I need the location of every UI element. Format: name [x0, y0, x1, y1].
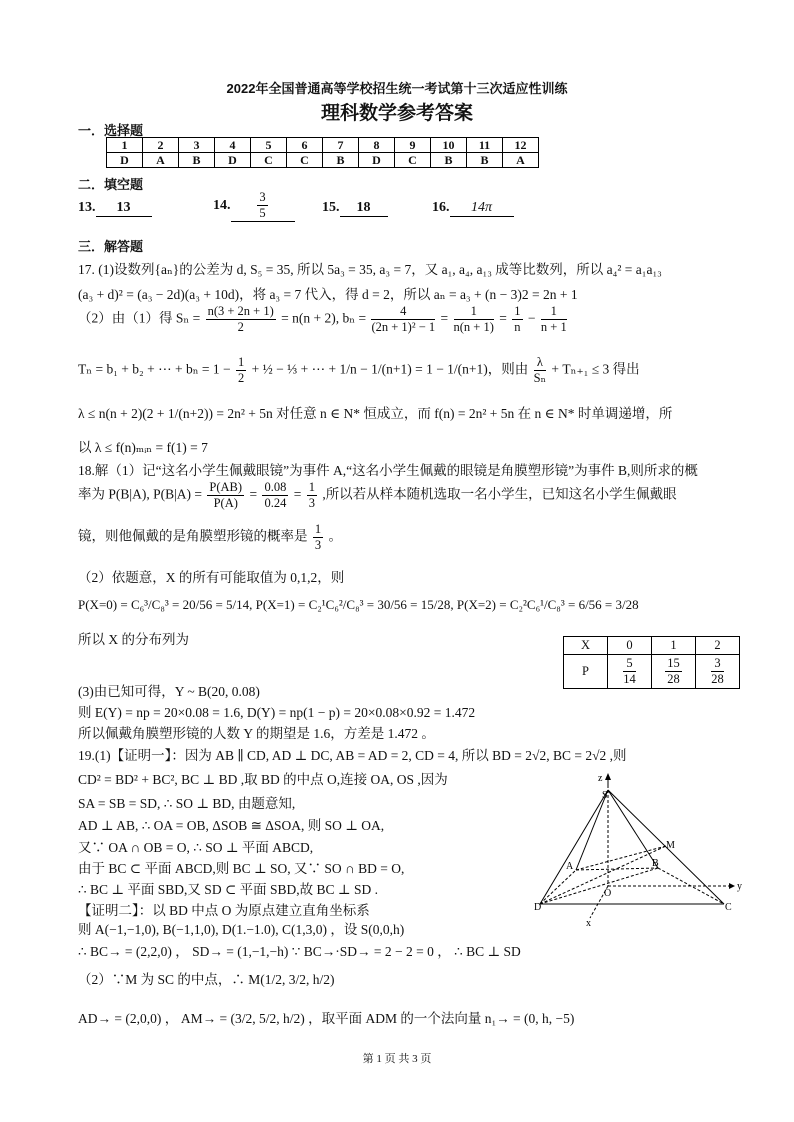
p18-line4: （2）依题意，X 的所有可能取值为 0,1,2，则: [78, 570, 345, 585]
frac: [454, 304, 494, 335]
p17-line6: 以 λ ≤ f(n)ₘᵢₙ = f(1) = 7: [78, 440, 208, 455]
frac: [534, 355, 546, 386]
answer-cell: C: [251, 153, 287, 168]
minus: −: [527, 310, 536, 326]
fill-15-answer: 18: [340, 200, 388, 217]
dist-x-2: 2: [696, 637, 740, 655]
question-number: 12: [503, 138, 539, 153]
fill-13-answer: 13: [96, 200, 152, 217]
frac-num: 1: [238, 355, 245, 369]
pyramid-figure: [534, 770, 754, 930]
fill-14-den: 5: [259, 206, 266, 220]
frac-num: 0.08: [264, 480, 287, 494]
answer-cell: A: [503, 153, 539, 168]
edge-ab: [576, 868, 658, 870]
question-number: 5: [251, 138, 287, 153]
question-number: 11: [467, 138, 503, 153]
p17-line3: [78, 304, 718, 335]
frac-den: 2: [238, 371, 245, 385]
frac-num: 4: [371, 304, 435, 320]
question-number: 7: [323, 138, 359, 153]
p18-line3-text: 镜，则他佩戴的是角膜塑形镜的概率是: [78, 528, 308, 544]
question-number: 6: [287, 138, 323, 153]
choice-answer-table: [106, 137, 539, 168]
p19-line7: ∴ BC ⊥ 平面 SBD,又 SD ⊂ 平面 SBD,故 BC ⊥ SD .: [78, 882, 378, 897]
p17-line2: (a₃ + d)² = (a₃ − 2d)(a₃ + 10d)，将 a₃ = 7 代入，得 d = 2，所以 aₙ = a₃ + (n − 3)2 = 2n + 1: [78, 287, 578, 302]
frac-den: n + 1: [540, 320, 567, 334]
p19-line12: AD→ = (2,0,0) ， AM→ = (3/2, 5/2, h/2) ，取平面 ADM 的一个法向量 n₁→ = (0, h, −5): [78, 1011, 575, 1026]
label-x: x: [586, 918, 591, 929]
frac-den: 0.24: [264, 496, 287, 510]
frac-num: 1: [454, 304, 494, 320]
question-number: 8: [359, 138, 395, 153]
eq: =: [440, 310, 449, 326]
frac-den: 3: [308, 496, 315, 510]
p17-line4-post: + Tₙ₊₁ ≤ 3 得出: [551, 361, 640, 377]
label-s: S: [602, 790, 608, 801]
p18-line2-post: ,所以若从样本随机选取一名小学生，已知这名小学生佩戴眼: [322, 486, 677, 502]
frac: [207, 480, 244, 511]
frac: [206, 304, 276, 335]
frac-den: 3: [314, 538, 322, 552]
p19-line8: 【证明二】：以 BD 中点 O 为原点建立直角坐标系: [78, 903, 370, 918]
fill-14-num: 3: [259, 190, 266, 204]
frac-num: 1: [541, 304, 567, 320]
frac: [307, 480, 317, 511]
answer-title: 理科数学参考答案: [320, 103, 473, 124]
label-y: y: [737, 881, 742, 892]
frac: [541, 304, 567, 335]
answer-cell: B: [431, 153, 467, 168]
fill-16-answer: 14π: [450, 200, 514, 217]
frac-num: 1: [514, 304, 521, 318]
label-o: O: [604, 888, 612, 899]
dist-x-0: 0: [608, 637, 652, 655]
frac: [512, 304, 522, 335]
label-d: D: [534, 902, 542, 913]
p18-line3-post: 。: [328, 528, 342, 544]
label-a: A: [566, 861, 574, 872]
p18-line2-text: 率为 P(B|A), P(B|A) =: [78, 486, 203, 502]
p18-line6: 所以 X 的分布列为: [78, 632, 189, 647]
fill-14-answer: [231, 190, 295, 222]
label-m: M: [666, 840, 675, 851]
frac-den: 2: [237, 320, 244, 334]
p19-line10: ∴ BC→ = (2,2,0) ， SD→ = (1,−1,−h) ∵ BC→·SD→ = 2 − 2 = 0 ， ∴ BC ⊥ SD: [78, 944, 521, 959]
p17-line4-text: Tₙ = b₁ + b₂ + ⋯ + bₙ = 1 −: [78, 361, 231, 377]
p19-line1: 19.(1)【证明一】：因为 AB ∥ CD, AD ⊥ DC, AB = AD = 2, CD = 4, 所以 BD = 2√2, BC = 2√2 ,则: [78, 748, 627, 763]
answer-cell: D: [107, 153, 143, 168]
fill-16-label: 16.: [432, 200, 450, 215]
answer-cell: B: [179, 153, 215, 168]
frac-num: 15: [667, 656, 680, 670]
p17-line4-mid: + ½ − ⅓ + ⋯ + 1/n − 1/(n+1) = 1 − 1/(n+1)，则由: [251, 361, 529, 377]
frac-num: P(AB): [209, 480, 243, 494]
p19-line9: 则 A(−1,−1,0), B(−1,1,0), D(1.−1.0), C(1,3,0) ，设 S(0,0,h): [78, 922, 405, 937]
answer-row: [107, 153, 539, 168]
answer-cell: A: [143, 153, 179, 168]
frac-num: 1: [308, 480, 315, 494]
answer-cell: B: [323, 153, 359, 168]
frac-num: n(3 + 2n + 1): [207, 304, 274, 318]
edge-sa: [576, 790, 608, 870]
question-number: 9: [395, 138, 431, 153]
p18-line7: (3)由已知可得，Y ~ B(20, 0.08): [78, 684, 260, 699]
question-number: 4: [215, 138, 251, 153]
fill-13-label: 13.: [78, 200, 96, 215]
p18-line5: P(X=0) = C₆³/C₈³ = 20/56 = 5/14, P(X=1) = C₂¹C₆²/C₈³ = 30/56 = 15/28, P(X=2) = C₂²C₆¹/C₈³ = 6/56 = 3/28: [78, 597, 639, 612]
fill-14: [213, 190, 295, 222]
answer-cell: D: [359, 153, 395, 168]
label-b: B: [652, 858, 659, 869]
p19-line3: SA = SB = SD, ∴ SO ⊥ BD, 由题意知,: [78, 796, 296, 811]
question-number: 10: [431, 138, 467, 153]
frac-num: 1: [314, 522, 322, 536]
exam-title: 2022年全国普通高等学校招生统一考试第十三次适应性训练: [226, 81, 568, 96]
edge-sb: [608, 790, 658, 868]
p18-line3: [78, 522, 718, 553]
p17-line5: λ ≤ n(n + 2)(2 + 1/(n+2)) = 2n² + 5n 对任意 n ∈ N* 恒成立，而 f(n) = 2n² + 5n 在 n ∈ N* 时单调递增，所: [78, 406, 673, 421]
p17-line4: [78, 355, 718, 386]
fill-16: [432, 200, 514, 217]
fill-15: [322, 200, 388, 217]
question-number: 2: [143, 138, 179, 153]
section-choice-heading: 一．选择题: [78, 123, 144, 138]
dist-x-1: 1: [652, 637, 696, 655]
question-number-row: [107, 138, 539, 153]
edge-da: [540, 870, 576, 904]
eq: =: [499, 310, 507, 326]
p19-line2: CD² = BD² + BC², BC ⊥ BD ,取 BD 的中点 O,连接 OA, OS ,因为: [78, 772, 448, 787]
frac-den: 14: [623, 672, 636, 686]
fill-15-label: 15.: [322, 200, 340, 215]
y-arrow-icon: [729, 883, 735, 889]
p18-line1: 18.解（1）记“这名小学生佩戴眼镜”为事件 A,“这名小学生佩戴的眼镜是角膜塑形镜”为事件 B,则所求的概: [78, 463, 698, 478]
label-c: C: [725, 902, 732, 913]
edge-sd: [540, 790, 608, 904]
p19-line6: 由于 BC ⊂ 平面 ABCD,则 BC ⊥ SO, 又∵ SO ∩ BD = O,: [78, 861, 405, 876]
answer-cell: B: [467, 153, 503, 168]
question-number: 3: [179, 138, 215, 153]
label-z: z: [598, 773, 603, 784]
frac-den: n(n + 1): [453, 320, 494, 334]
frac: [313, 522, 323, 553]
section-solve-heading: 三．解答题: [78, 239, 144, 254]
p18-line8: 则 E(Y) = np = 20×0.08 = 1.6, D(Y) = np(1 − p) = 20×0.08×0.92 = 1.472: [78, 705, 476, 720]
frac-num: 5: [623, 656, 636, 672]
frac-den: 28: [711, 672, 724, 686]
answer-cell: D: [215, 153, 251, 168]
answer-cell: C: [287, 153, 323, 168]
p19-line5: 又∵ OA ∩ OB = O, ∴ SO ⊥ 平面 ABCD,: [78, 840, 314, 855]
dist-x-label: X: [564, 637, 608, 655]
frac: [371, 304, 435, 335]
dist-x-row: [564, 637, 740, 655]
page-footer: 第 1 页 共 3 页: [362, 1053, 432, 1065]
p18-line9: 所以佩戴角膜塑形镜的人数 Y 的期望是 1.6，方差是 1.472 。: [78, 726, 435, 741]
frac-num: λ: [534, 355, 546, 371]
frac: [262, 480, 288, 511]
frac-den: P(A): [213, 496, 238, 510]
eq: =: [249, 486, 258, 502]
p19-line11: （2）∵M 为 SC 的中点，∴ M(1/2, 3/2, h/2): [78, 972, 335, 987]
frac-den: n: [514, 320, 521, 334]
frac-den: (2n + 1)² − 1: [371, 320, 436, 334]
p17-line3-text: （2）由（1）得 Sₙ =: [78, 310, 201, 326]
z-arrow-icon: [605, 773, 611, 780]
frac-den: Sₙ: [533, 371, 547, 385]
frac-den: 28: [667, 672, 680, 686]
fill-14-label: 14.: [213, 198, 231, 213]
fill-13: [78, 200, 152, 217]
frac-num: 3: [711, 656, 724, 672]
p19-line4: AD ⊥ AB, ∴ OA = OB, ΔSOB ≅ ΔSOA, 则 SO ⊥ OA,: [78, 818, 385, 833]
answer-cell: C: [395, 153, 431, 168]
p17-line1: 17. (1)设数列{aₙ}的公差为 d, S₅ = 35, 所以 5a₃ = 35, a₃ = 7，又 a₁, a₄, a₁₃ 成等比数列，所以 a₄² = a₁a₁₃: [78, 262, 662, 277]
p17-line3-mid: = n(n + 2), bₙ =: [281, 310, 367, 326]
question-number: 1: [107, 138, 143, 153]
frac: [236, 355, 246, 386]
p18-line2: 率为 P(B|A), P(B|A) = $\frac{P(AB)}{P(A)}$ = $\frac{0.08}{0.24}$ = $\frac{1}{3}$ ,所以若从样本随机选取一名小学生，已知这名小学生佩戴眼: [78, 480, 677, 510]
dist-p-label: P: [564, 655, 608, 689]
section-fill-heading: 二．填空题: [78, 177, 144, 192]
